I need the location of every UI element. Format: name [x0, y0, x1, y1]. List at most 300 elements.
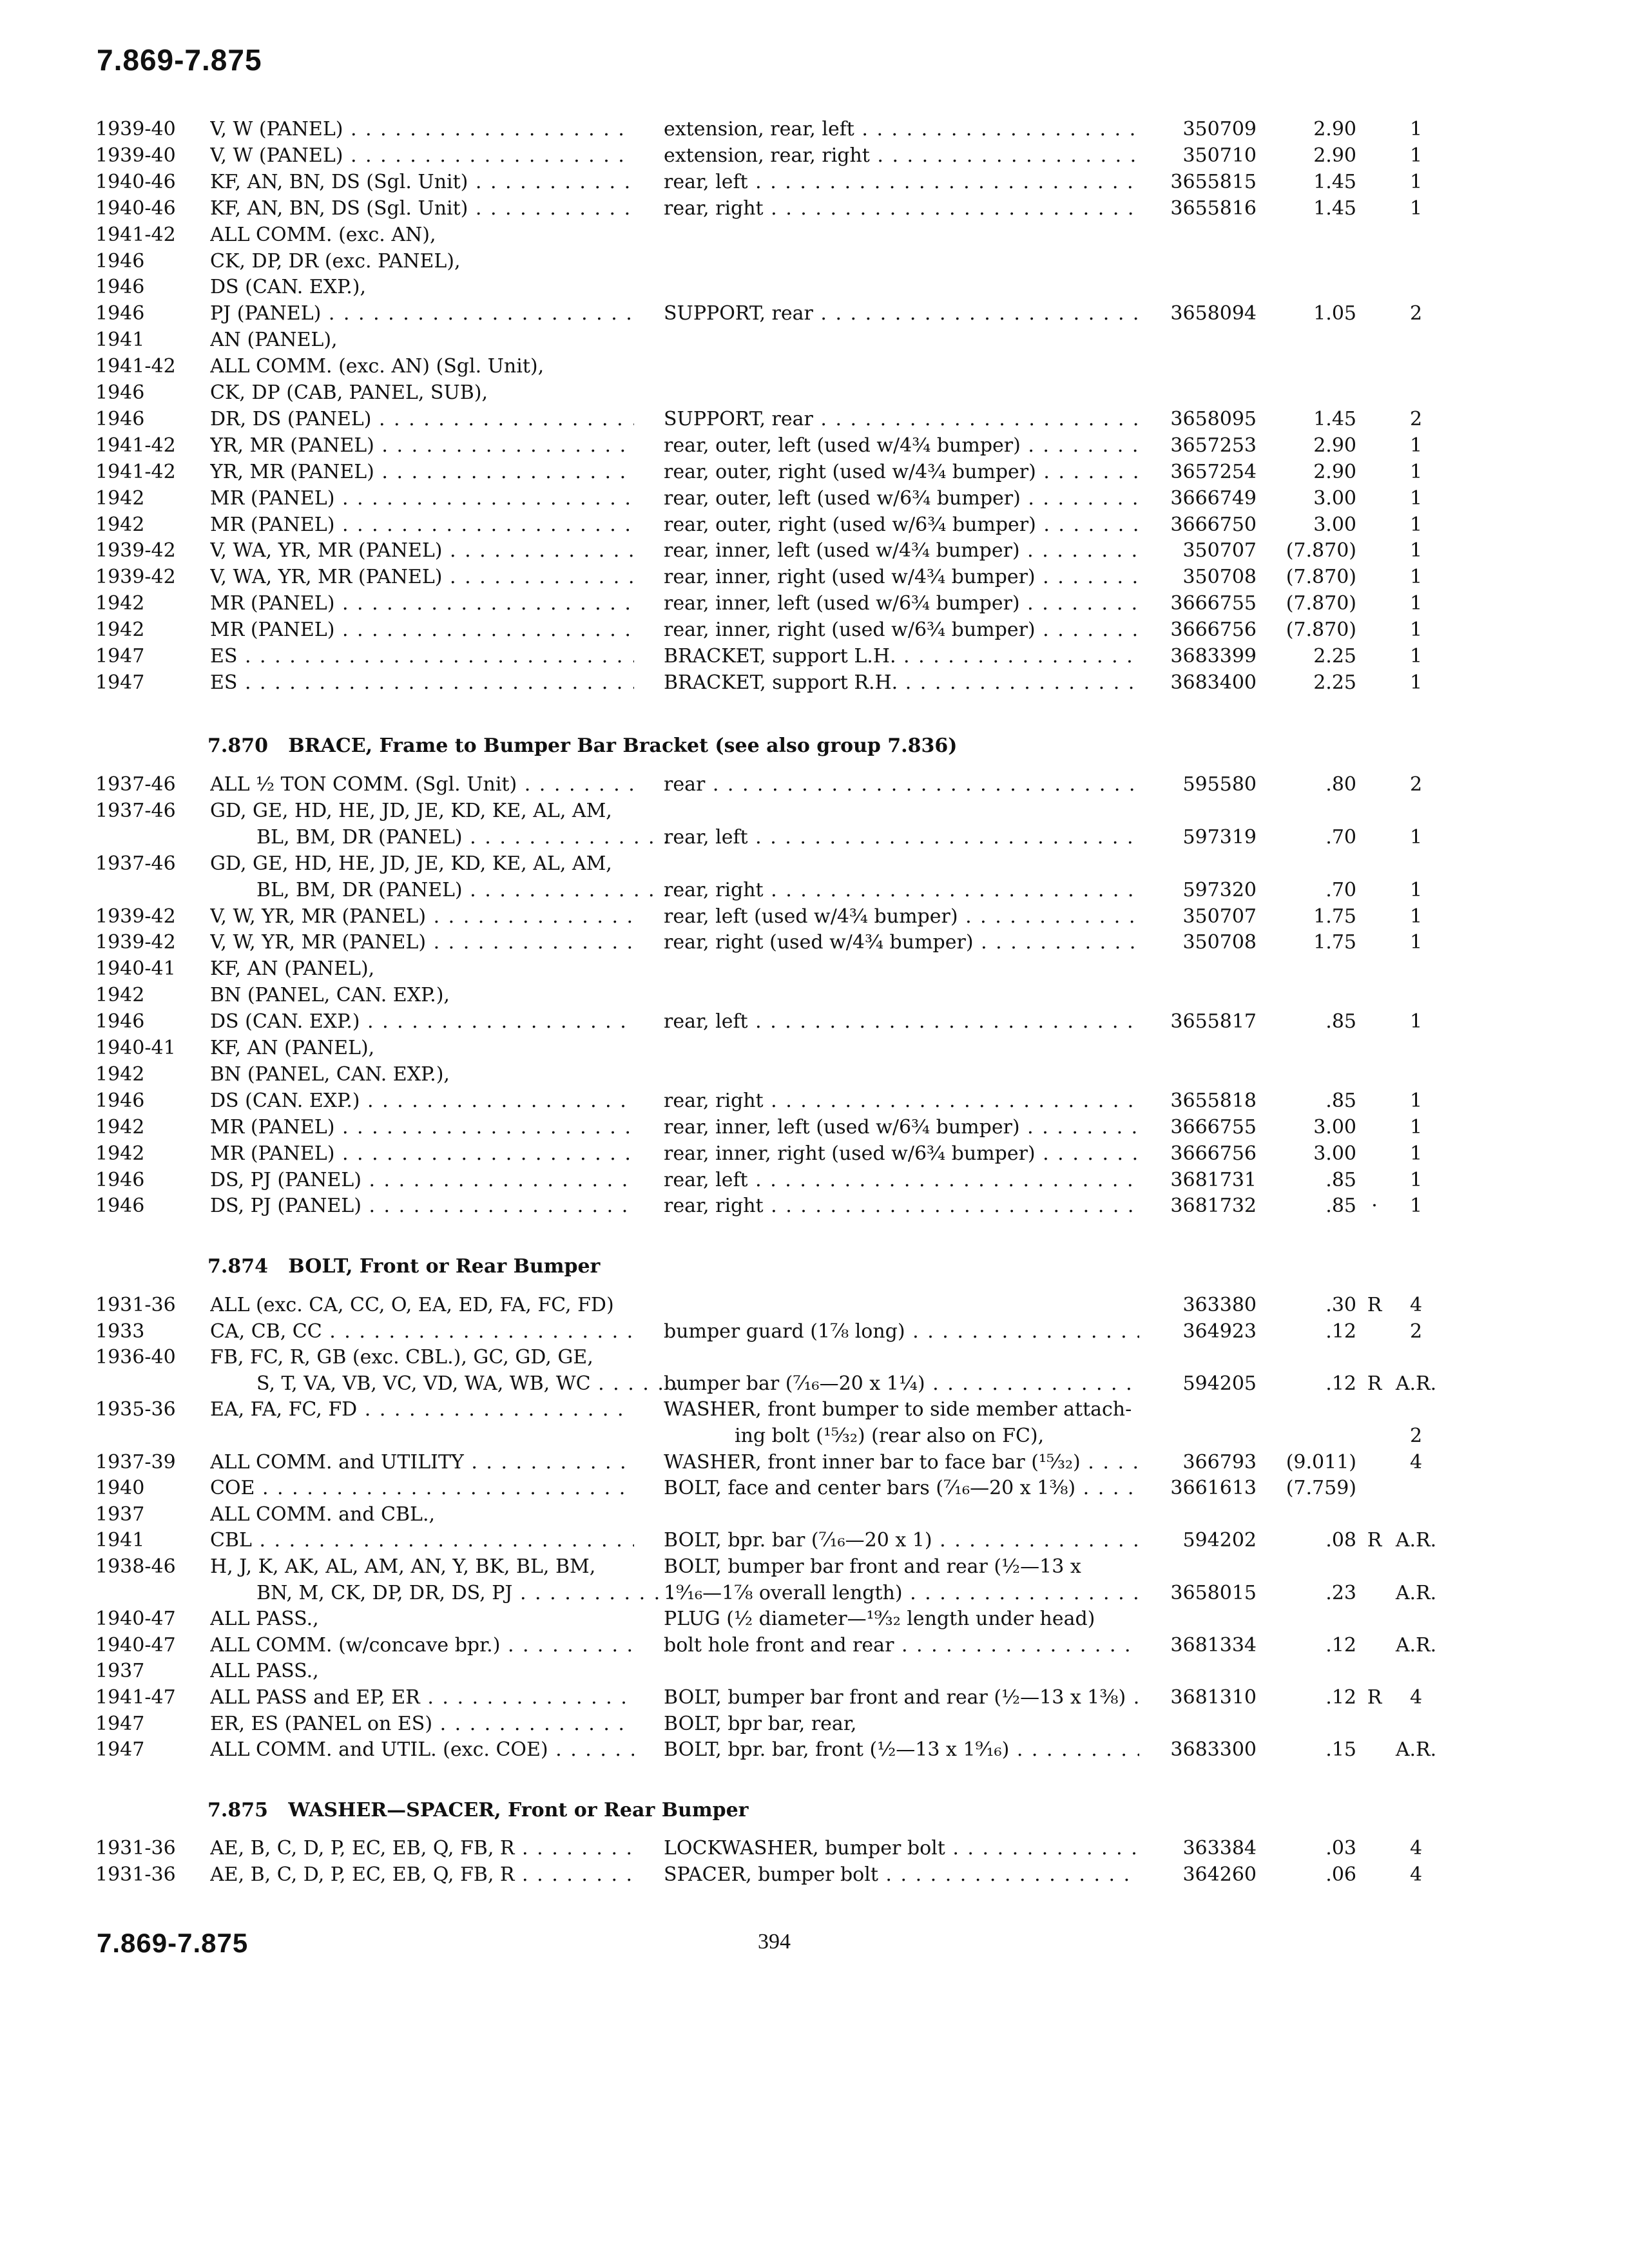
description-cell-text: BOLT, bumper bar front and rear (½—13 x — [664, 1555, 1081, 1578]
price-cell — [1263, 1580, 1356, 1606]
description-cell — [664, 1423, 1210, 1449]
year-cell-text: 1939-40 — [95, 144, 176, 167]
models-cell-text: ALL PASS., — [210, 1608, 319, 1631]
table-row — [0, 564, 1629, 590]
price-cell — [1263, 617, 1356, 643]
models-cell-text: ALL (exc. CA, CC, O, EA, ED, FA, FC, FD) — [210, 1294, 614, 1316]
price-cell — [1263, 1684, 1356, 1711]
leader-dots — [321, 302, 634, 325]
year-cell-text: 1942 — [95, 1115, 145, 1139]
price-cell-text: (9.011) — [1286, 1450, 1356, 1474]
price-cell-text: .85 — [1325, 1010, 1356, 1033]
price-cell-text: .80 — [1325, 773, 1356, 796]
quantity-cell — [1385, 485, 1447, 512]
quantity-cell — [1385, 877, 1447, 903]
year-cell — [95, 850, 202, 877]
part-number-cell — [1157, 512, 1257, 538]
price-cell-text: .06 — [1325, 1863, 1356, 1886]
part-number-cell-text: 363380 — [1182, 1294, 1257, 1316]
part-number-cell-text: 3666749 — [1170, 486, 1257, 510]
year-cell-text: 1942 — [95, 486, 145, 510]
part-number-cell — [1157, 1114, 1257, 1140]
leader-dots — [974, 931, 1139, 954]
year-cell — [95, 327, 202, 353]
quantity-cell — [1385, 195, 1447, 222]
leader-dots — [945, 1837, 1139, 1860]
description-cell-text: LOCKWASHER, bumper bolt — [664, 1837, 945, 1860]
models-cell-text: GD, GE, HD, HE, JD, JE, KD, KE, AL, AM, — [210, 799, 612, 822]
description-cell — [664, 824, 1139, 850]
price-cell — [1263, 669, 1356, 696]
price-cell — [1263, 406, 1356, 432]
part-number-cell-text: 350708 — [1182, 931, 1257, 954]
price-cell-text: 2.25 — [1313, 645, 1356, 668]
part-number-cell — [1157, 406, 1257, 432]
part-number-cell-text: 3683399 — [1170, 645, 1257, 668]
part-number-cell — [1157, 1684, 1257, 1711]
table-row — [0, 485, 1629, 512]
year-cell-text: 1941-42 — [95, 460, 176, 483]
description-cell — [664, 877, 1139, 903]
year-cell — [95, 1527, 202, 1553]
table-row — [0, 537, 1629, 564]
description-cell — [664, 116, 1139, 142]
part-number-cell-text: 597320 — [1182, 878, 1257, 901]
models-cell — [210, 1501, 634, 1528]
year-cell — [95, 590, 202, 617]
year-cell — [95, 982, 202, 1008]
year-cell — [95, 903, 202, 930]
quantity-cell-text: A.R. — [1395, 1738, 1437, 1762]
part-number-cell-text: 3681310 — [1170, 1686, 1257, 1709]
year-cell — [95, 1344, 202, 1370]
description-cell — [664, 590, 1139, 617]
models-cell-text: DS (CAN. EXP.) — [210, 1010, 360, 1033]
description-cell-text: rear, inner, left (used w/4¾ bumper) — [664, 539, 1020, 562]
year-cell-text: 1946 — [95, 249, 145, 273]
leader-dots — [468, 197, 634, 220]
models-cell — [210, 1370, 680, 1397]
quantity-cell — [1385, 929, 1447, 956]
price-cell — [1263, 142, 1356, 169]
models-cell-text: ES — [210, 671, 238, 694]
leader-dots — [334, 487, 634, 510]
models-cell-text: MR (PANEL) — [210, 513, 335, 536]
table-row — [0, 669, 1629, 696]
price-cell-text: 1.05 — [1313, 302, 1356, 325]
year-cell-text: 1937-39 — [95, 1450, 176, 1474]
leader-dots — [1036, 461, 1139, 483]
quantity-cell-text: 1 — [1409, 170, 1423, 193]
models-cell — [210, 1061, 634, 1088]
models-cell — [210, 1475, 634, 1501]
price-cell — [1263, 1861, 1356, 1888]
section-heading-7874 — [207, 1255, 600, 1278]
quantity-cell — [1385, 169, 1447, 195]
year-cell-text: 1931-36 — [95, 1863, 176, 1886]
year-cell-text: 1939-42 — [95, 566, 176, 589]
year-cell — [95, 274, 202, 300]
price-cell — [1263, 564, 1356, 590]
price-cell-text: .12 — [1325, 1320, 1356, 1343]
flag-cell-text: R — [1367, 1294, 1382, 1316]
year-cell-text: 1931-36 — [95, 1837, 176, 1860]
leader-dots — [237, 645, 634, 668]
year-cell — [95, 1449, 202, 1475]
models-cell-text: BN, M, CK, DP, DR, DS, PJ — [256, 1581, 513, 1604]
description-cell — [664, 485, 1139, 512]
part-number-cell — [1157, 485, 1257, 512]
part-number-cell — [1157, 1292, 1257, 1318]
models-cell — [210, 1318, 634, 1345]
year-cell — [95, 1736, 202, 1763]
models-cell — [210, 512, 634, 538]
leader-dots — [1020, 1116, 1139, 1139]
price-cell — [1263, 1088, 1356, 1114]
models-cell-text: DR, DS (PANEL) — [210, 407, 372, 430]
price-cell — [1263, 195, 1356, 222]
quantity-cell-text: 1 — [1409, 513, 1423, 536]
leader-dots — [813, 302, 1139, 325]
leader-dots — [357, 1398, 634, 1421]
part-number-cell — [1157, 617, 1257, 643]
table-row — [0, 1061, 1629, 1088]
description-cell — [664, 195, 1139, 222]
models-cell-text: ALL COMM. (w/concave bpr.) — [210, 1633, 501, 1657]
models-cell-text: YR, MR (PANEL) — [210, 434, 374, 457]
leader-dots — [1009, 1738, 1139, 1761]
leader-dots — [748, 826, 1139, 849]
models-cell-text: V, WA, YR, MR (PANEL) — [210, 539, 443, 562]
quantity-cell — [1385, 432, 1447, 459]
price-cell — [1263, 537, 1356, 564]
flag-cell-text: · — [1371, 1195, 1378, 1218]
leader-dots — [705, 773, 1139, 796]
part-number-cell — [1157, 1449, 1257, 1475]
models-cell-text: AE, B, C, D, P, EC, EB, Q, FB, R — [210, 1837, 515, 1860]
quantity-cell — [1385, 771, 1447, 798]
table-row — [0, 1527, 1629, 1553]
year-cell — [95, 1008, 202, 1035]
quantity-cell-text: 1 — [1409, 825, 1423, 849]
section-title: BOLT, Front or Rear Bumper — [288, 1255, 601, 1278]
leader-dots — [1126, 1686, 1139, 1709]
models-cell — [210, 406, 634, 432]
year-cell — [95, 512, 202, 538]
section-title: BRACE, Frame to Bumper Bar Bracket (see also group 7.836) — [288, 735, 958, 757]
year-cell-text: 1933 — [95, 1320, 145, 1343]
year-cell — [95, 380, 202, 406]
price-cell — [1263, 824, 1356, 850]
table-row — [0, 1475, 1629, 1501]
models-cell — [210, 850, 634, 877]
table-row — [0, 300, 1629, 327]
year-cell — [95, 485, 202, 512]
year-cell — [95, 956, 202, 982]
quantity-cell-text: 1 — [1409, 1010, 1423, 1033]
quantity-cell — [1385, 300, 1447, 327]
year-cell — [95, 1684, 202, 1711]
price-cell-text: .12 — [1325, 1686, 1356, 1709]
year-cell — [95, 432, 202, 459]
part-number-cell — [1157, 1167, 1257, 1193]
quantity-cell-text: A.R. — [1395, 1633, 1437, 1657]
year-cell-text: 1946 — [95, 1168, 145, 1191]
description-cell-text: SUPPORT, rear — [664, 407, 813, 430]
quantity-cell — [1385, 1736, 1447, 1763]
leader-dots — [1036, 566, 1139, 588]
models-cell — [210, 564, 634, 590]
part-number-cell — [1157, 1736, 1257, 1763]
models-cell — [210, 459, 634, 485]
year-cell — [95, 1088, 202, 1114]
year-cell-text: 1942 — [95, 984, 145, 1007]
year-cell — [95, 1061, 202, 1088]
year-cell-text: 1939-42 — [95, 905, 176, 928]
year-cell — [95, 1167, 202, 1193]
description-cell-text: rear, left (used w/4¾ bumper) — [664, 905, 958, 928]
part-number-cell-text: 364923 — [1182, 1320, 1257, 1343]
table-row — [0, 248, 1629, 274]
year-cell — [95, 406, 202, 432]
models-cell-text: MR (PANEL) — [210, 619, 335, 642]
leader-dots — [432, 1713, 634, 1735]
price-cell-text: 3.00 — [1313, 486, 1356, 510]
leader-dots — [360, 1090, 634, 1112]
part-number-cell — [1157, 564, 1257, 590]
models-cell-text: AE, B, C, D, P, EC, EB, Q, FB, R — [210, 1863, 515, 1886]
table-row — [0, 956, 1629, 982]
leader-dots — [748, 1010, 1139, 1033]
table-row — [0, 1318, 1629, 1345]
year-cell-text: 1942 — [95, 619, 145, 642]
year-cell-text: 1938-46 — [95, 1555, 176, 1578]
year-cell-text: 1947 — [95, 645, 145, 668]
leader-dots — [517, 773, 634, 796]
leader-dots — [252, 1529, 634, 1552]
quantity-cell-text: 1 — [1409, 118, 1423, 140]
models-cell — [210, 116, 634, 142]
price-cell-text: 3.00 — [1313, 1115, 1356, 1139]
section-code: 7.870 — [207, 735, 268, 757]
price-cell — [1263, 643, 1356, 669]
year-cell — [95, 1606, 202, 1632]
models-cell — [210, 669, 634, 696]
description-cell-text: rear, inner, right (used w/4¾ bumper) — [664, 566, 1036, 589]
models-cell-text: BL, BM, DR (PANEL) — [256, 878, 463, 901]
leader-dots — [905, 1320, 1139, 1343]
leader-dots — [925, 1372, 1139, 1395]
models-cell — [210, 643, 634, 669]
models-cell — [210, 327, 634, 353]
price-cell — [1263, 116, 1356, 142]
year-cell-text: 1937-46 — [95, 799, 176, 822]
price-cell-text: .30 — [1325, 1294, 1356, 1316]
price-cell-text: 2.90 — [1313, 460, 1356, 483]
part-number-cell — [1157, 195, 1257, 222]
models-cell-text: KF, AN (PANEL), — [210, 1037, 375, 1059]
table-row — [0, 1684, 1629, 1711]
part-number-cell — [1157, 1632, 1257, 1658]
leader-dots — [426, 931, 634, 954]
quantity-cell-text: 4 — [1409, 1450, 1423, 1474]
leader-dots — [360, 1010, 634, 1033]
year-cell-text: 1942 — [95, 513, 145, 536]
quantity-cell-text: 2 — [1409, 302, 1423, 325]
price-cell — [1263, 169, 1356, 195]
part-number-cell — [1157, 929, 1257, 956]
description-cell — [664, 406, 1139, 432]
leader-dots — [374, 434, 634, 457]
leader-dots — [371, 408, 634, 430]
quantity-cell-text: 1 — [1409, 144, 1423, 167]
description-cell-text: SUPPORT, rear — [664, 302, 813, 325]
year-cell-text: 1947 — [95, 671, 145, 694]
description-cell — [664, 1370, 1139, 1397]
quantity-cell — [1385, 1632, 1447, 1658]
description-cell-text: rear, right — [664, 1195, 764, 1218]
quantity-cell — [1385, 590, 1447, 617]
flag-cell — [1365, 1292, 1384, 1318]
price-cell — [1263, 929, 1356, 956]
year-cell — [95, 1035, 202, 1061]
description-cell — [664, 771, 1139, 798]
year-cell — [95, 1835, 202, 1861]
year-cell-text: 1946 — [95, 276, 145, 299]
quantity-cell-text: 1 — [1409, 1168, 1423, 1191]
description-cell-text: rear, right (used w/4¾ bumper) — [664, 931, 974, 954]
year-cell-text: 1940-41 — [95, 957, 176, 981]
price-cell-text: .12 — [1325, 1372, 1356, 1395]
part-number-cell — [1157, 1008, 1257, 1035]
flag-cell — [1365, 1370, 1384, 1397]
quantity-cell-text: A.R. — [1395, 1372, 1437, 1395]
models-cell-text: YR, MR (PANEL) — [210, 460, 374, 483]
table-row — [0, 459, 1629, 485]
table-row — [0, 116, 1629, 142]
leader-dots — [512, 1582, 680, 1604]
table-row — [0, 1423, 1629, 1449]
description-cell-text: WASHER, front inner bar to face bar (¹⁵⁄₃₂) — [664, 1450, 1081, 1474]
leader-dots — [1036, 514, 1139, 536]
description-cell — [664, 929, 1139, 956]
part-number-cell-text: 350709 — [1182, 118, 1257, 140]
leader-dots — [1021, 487, 1139, 510]
part-number-cell-text: 3658015 — [1170, 1581, 1257, 1604]
models-cell — [210, 590, 634, 617]
part-number-cell-text: 3666750 — [1170, 513, 1257, 536]
price-cell — [1263, 300, 1356, 327]
table-row — [0, 824, 1629, 850]
year-cell-text: 1946 — [95, 1089, 145, 1112]
models-cell — [210, 1292, 634, 1318]
leader-dots — [1020, 592, 1139, 615]
part-number-cell — [1157, 459, 1257, 485]
price-cell-text: (7.870) — [1286, 619, 1356, 642]
page-footer-range: 7.869-7.875 — [97, 1928, 249, 1958]
price-cell-text: 2.90 — [1313, 118, 1356, 140]
part-number-cell-text: 3683300 — [1170, 1738, 1257, 1762]
description-cell-text: ing bolt (¹⁵⁄₃₂) (rear also on FC), — [735, 1425, 1045, 1447]
year-cell-text: 1941-42 — [95, 355, 176, 378]
year-cell — [95, 1292, 202, 1318]
quantity-cell-text: 1 — [1409, 1195, 1423, 1218]
description-cell-text: BOLT, bpr. bar, front (½—13 x 1⁹⁄₁₆) — [664, 1738, 1010, 1762]
quantity-cell — [1385, 617, 1447, 643]
year-cell — [95, 1861, 202, 1888]
year-cell — [95, 1711, 202, 1737]
year-cell — [95, 1318, 202, 1345]
price-cell-text: .23 — [1325, 1581, 1356, 1604]
part-number-cell-text: 3655816 — [1170, 197, 1257, 220]
part-number-cell-text: 3666755 — [1170, 1115, 1257, 1139]
models-cell-text: PJ (PANEL) — [210, 302, 322, 325]
models-cell — [210, 771, 634, 798]
price-cell — [1263, 771, 1356, 798]
quantity-cell — [1385, 824, 1447, 850]
part-number-cell — [1157, 432, 1257, 459]
models-cell-text: MR (PANEL) — [210, 592, 335, 615]
table-row — [0, 1035, 1629, 1061]
quantity-cell-text: 1 — [1409, 878, 1423, 901]
year-cell-text: 1939-42 — [95, 931, 176, 954]
flag-cell-text: R — [1367, 1686, 1382, 1709]
price-cell-text: 1.45 — [1313, 407, 1356, 430]
description-cell-text: rear, left — [664, 1010, 748, 1033]
quantity-cell — [1385, 1167, 1447, 1193]
year-cell — [95, 1140, 202, 1167]
table-row — [0, 1632, 1629, 1658]
table-row — [0, 1861, 1629, 1888]
year-cell — [95, 1658, 202, 1684]
part-number-cell-text: 597319 — [1182, 825, 1257, 849]
part-number-cell — [1157, 903, 1257, 930]
quantity-cell — [1385, 142, 1447, 169]
section-code: 7.875 — [207, 1799, 268, 1821]
quantity-cell-text: 1 — [1409, 539, 1423, 562]
leader-dots — [442, 566, 634, 588]
price-cell-text: .85 — [1325, 1089, 1356, 1112]
models-cell — [210, 1553, 634, 1580]
part-number-cell-text: 3658094 — [1170, 302, 1257, 325]
leader-dots — [1036, 1142, 1139, 1165]
year-cell — [95, 537, 202, 564]
leader-dots — [468, 171, 634, 193]
description-cell — [664, 1684, 1139, 1711]
section-title: WASHER—SPACER, Front or Rear Bumper — [288, 1799, 749, 1821]
part-number-cell — [1157, 877, 1257, 903]
year-cell-text: 1942 — [95, 592, 145, 615]
flag-cell-text: R — [1367, 1372, 1382, 1395]
leader-dots — [343, 118, 634, 140]
description-cell — [664, 432, 1139, 459]
quantity-cell — [1385, 564, 1447, 590]
year-cell-text: 1937 — [95, 1660, 145, 1683]
part-number-cell — [1157, 1370, 1257, 1397]
year-cell-text: 1946 — [95, 1010, 145, 1033]
description-cell — [664, 1553, 1139, 1580]
description-cell — [664, 903, 1139, 930]
models-cell — [210, 1711, 634, 1737]
price-cell-text: 2.90 — [1313, 144, 1356, 167]
table-row — [0, 903, 1629, 930]
year-cell-text: 1947 — [95, 1738, 145, 1762]
table-row — [0, 1114, 1629, 1140]
year-cell-text: 1940-41 — [95, 1037, 176, 1059]
quantity-cell — [1385, 1835, 1447, 1861]
leader-dots — [334, 1142, 634, 1165]
year-cell-text: 1946 — [95, 1195, 145, 1218]
